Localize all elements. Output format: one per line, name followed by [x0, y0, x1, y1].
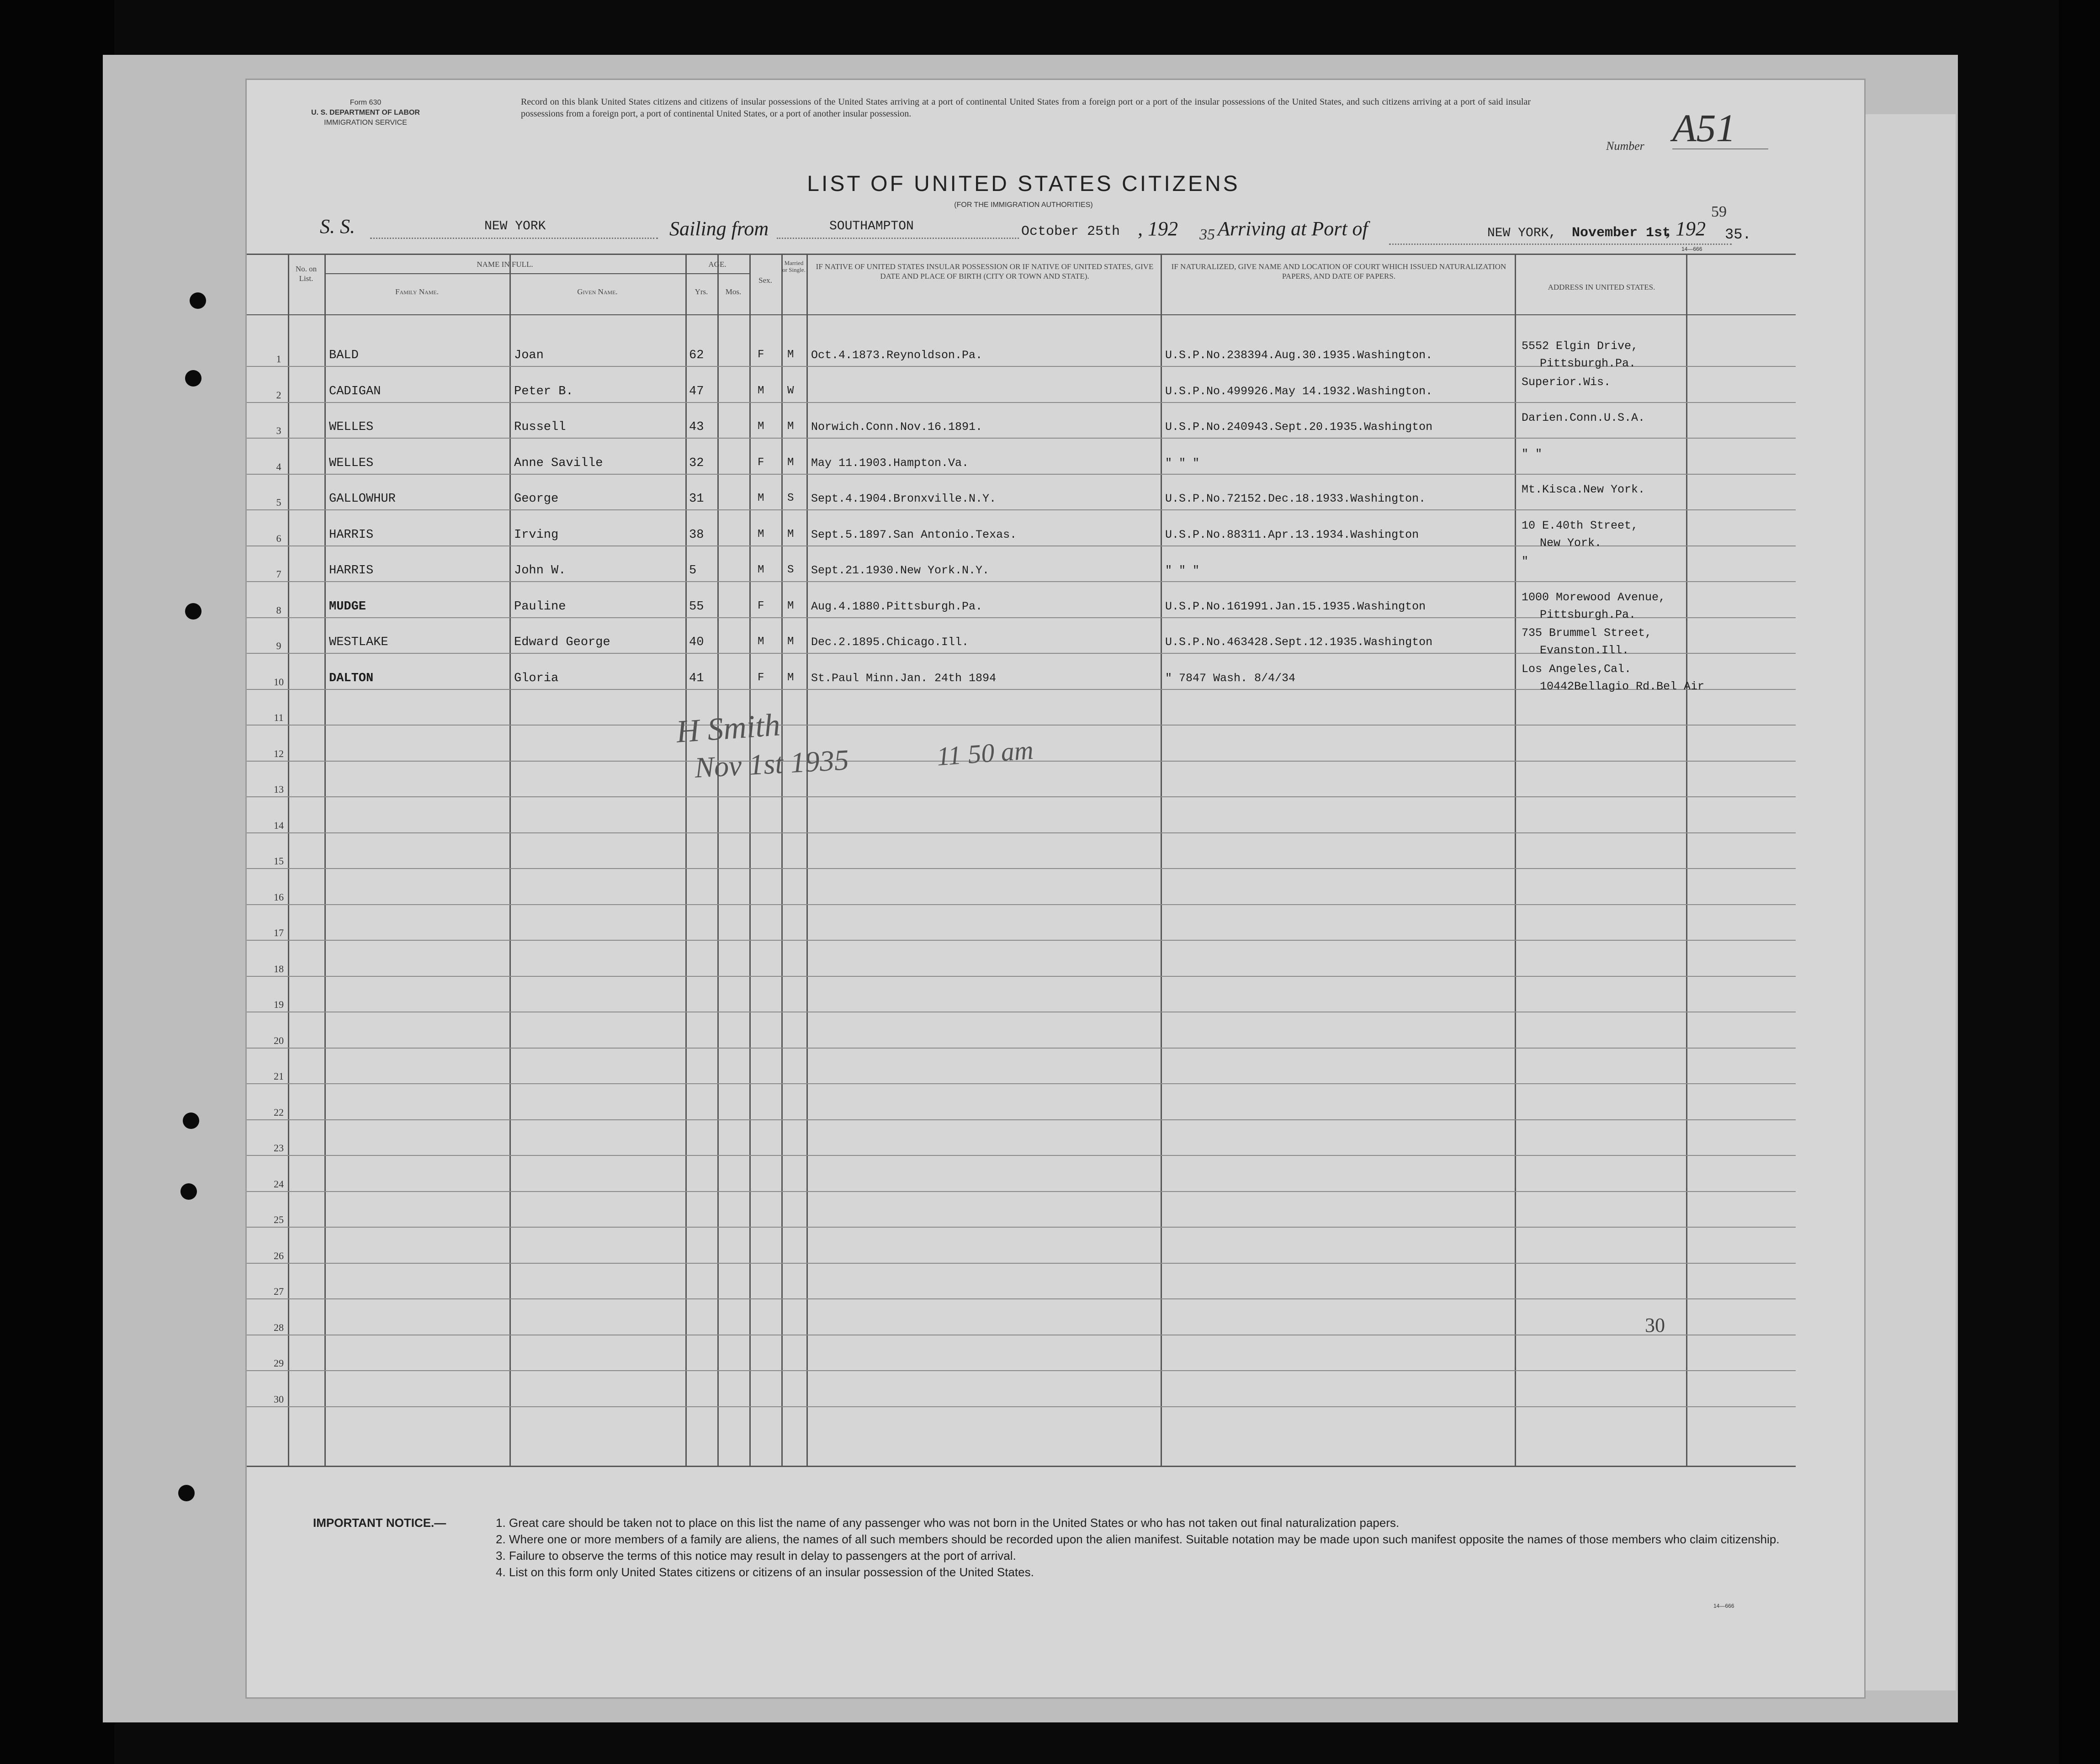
notice-label: IMPORTANT NOTICE.—	[313, 1516, 446, 1530]
footer-code: 14—666	[1713, 1603, 1734, 1609]
age-years: 55	[689, 599, 704, 614]
header-birth: IF NATIVE OF UNITED STATES INSULAR POSSESSION OR IF NATIVE OF UNITED STATES, GIVE DATE AND PLACE OF BIRTH (CITY OR TOWN AND STATE).	[816, 262, 1154, 281]
number-label: Number	[1606, 139, 1644, 153]
age-years: 38	[689, 528, 704, 542]
passenger-table	[247, 254, 1796, 1467]
age-years: 40	[689, 636, 704, 649]
instructions: Record on this blank United States citizens and citizens of insular possessions of the United States arriving at a port of continental United States from a foreign port or a port of the insular possessions of the United States, and such citizens arriving at a port of said insular possessions from a foreign port, a port of continental United States, or a port of another insular possession.	[521, 97, 1531, 119]
row-number: 24	[274, 1178, 284, 1190]
year-1: 35	[1199, 226, 1215, 243]
stamp-date: Nov 1st 1935	[694, 743, 850, 784]
birth-place-date: St.Paul Minn.Jan. 24th 1894	[811, 671, 997, 685]
sex: M	[758, 528, 764, 540]
given-name: Gloria	[514, 671, 559, 685]
scan-border-right	[2059, 0, 2100, 1764]
sex: F	[758, 671, 764, 684]
sex: F	[758, 599, 764, 612]
naturalization: " 7847 Wash. 8/4/34	[1165, 671, 1296, 685]
row-number: 29	[274, 1357, 284, 1369]
birth-place-date: May 11.1903.Hampton.Va.	[811, 456, 969, 470]
birth-place-date: Sept.4.1904.Bronxville.N.Y.	[811, 492, 997, 505]
punch-hole	[185, 603, 202, 620]
row-rule	[247, 796, 1796, 797]
department: U. S. DEPARTMENT OF LABOR	[311, 109, 420, 117]
header-naturalized: IF NATURALIZED, GIVE NAME AND LOCATION OF COURT WHICH ISSUED NATURALIZATION PAPERS, AND DATE OF PAPERS.	[1171, 262, 1506, 281]
marital-status: W	[787, 384, 794, 397]
number-value: A51	[1672, 107, 1768, 149]
col-divider	[324, 255, 326, 1466]
row-rule	[247, 868, 1796, 869]
sheet-tally: 30	[1645, 1314, 1665, 1336]
row-number: 7	[276, 568, 281, 580]
given-name: Joan	[514, 349, 544, 362]
row-number: 10	[274, 676, 284, 688]
family-name: CADIGAN	[329, 384, 381, 398]
header-no: No. on List.	[295, 265, 317, 283]
sex: M	[758, 636, 764, 648]
address-line-1: "	[1522, 555, 1529, 568]
header-family-name: Family Name.	[395, 287, 439, 296]
header-given-name: Given Name.	[577, 287, 618, 296]
given-name: John W.	[514, 564, 566, 577]
sex: M	[758, 492, 764, 504]
col-divider	[1515, 255, 1516, 1466]
address-line-2: New York.	[1540, 536, 1602, 550]
row-number: 8	[276, 604, 281, 616]
row-rule	[247, 509, 1796, 510]
naturalization: " " "	[1165, 456, 1200, 470]
marital-status: M	[787, 456, 794, 469]
corner-print: 14—666	[1681, 246, 1702, 252]
col-divider	[717, 255, 719, 1466]
row-rule	[247, 1298, 1796, 1299]
col-divider	[1686, 255, 1687, 1466]
col-divider	[749, 255, 751, 1466]
row-number: 30	[274, 1393, 284, 1405]
row-rule	[247, 474, 1796, 475]
marital-status: M	[787, 528, 794, 540]
row-number: 2	[276, 389, 281, 401]
notice-item: 3. Failure to observe the terms of this notice may result in delay to passengers at the port of arrival.	[496, 1549, 1016, 1563]
scan-border-left	[0, 0, 114, 1764]
row-number: 12	[274, 747, 284, 759]
family-name: HARRIS	[329, 528, 374, 542]
punch-hole	[183, 1112, 199, 1129]
given-name: Peter B.	[514, 384, 573, 398]
marital-status: M	[787, 349, 794, 361]
row-number: 22	[274, 1106, 284, 1118]
col-divider	[509, 255, 511, 1466]
punch-hole	[180, 1183, 197, 1200]
birth-place-date: Oct.4.1873.Reynoldson.Pa.	[811, 349, 983, 362]
row-rule	[247, 402, 1796, 403]
row-number: 1	[276, 353, 281, 365]
row-rule	[247, 581, 1796, 582]
row-number: 11	[274, 712, 284, 723]
row-number: 21	[274, 1070, 284, 1082]
row-number: 27	[274, 1286, 284, 1297]
stamp-signature: H Smith	[675, 707, 781, 750]
family-name: WELLES	[329, 456, 374, 470]
header-mos: Mos.	[725, 287, 742, 296]
given-name: Irving	[514, 528, 559, 542]
year-2: 35.	[1725, 226, 1751, 243]
header-married: Married or Single.	[782, 260, 806, 273]
address-line-1: 10 E.40th Street,	[1522, 519, 1639, 532]
port-from-field	[777, 238, 1019, 239]
row-rule	[247, 438, 1796, 439]
naturalization: U.S.P.No.240943.Sept.20.1935.Washington	[1165, 420, 1433, 434]
arrive-overwrite: 59	[1711, 203, 1727, 220]
row-rule	[247, 1119, 1796, 1120]
ship-name: NEW YORK	[484, 219, 546, 233]
address-line-2: 10442Bellagio Rd.Bel Air	[1540, 679, 1705, 693]
row-number: 17	[274, 927, 284, 938]
row-rule	[247, 1048, 1796, 1049]
row-number: 13	[274, 784, 284, 795]
birth-place-date: Aug.4.1880.Pittsburgh.Pa.	[811, 599, 983, 613]
family-name: WESTLAKE	[329, 636, 388, 649]
given-name: Anne Saville	[514, 456, 603, 470]
row-rule	[247, 1370, 1796, 1371]
punch-hole	[178, 1485, 195, 1501]
year-prefix-2: , 192	[1665, 217, 1706, 240]
row-number: 5	[276, 497, 281, 508]
year-prefix-1: , 192	[1138, 217, 1178, 240]
sex: M	[758, 420, 764, 433]
col-divider	[806, 255, 808, 1466]
marital-status: S	[787, 564, 794, 576]
depart-date: October 25th	[1021, 224, 1120, 239]
row-number: 6	[276, 532, 281, 544]
given-name: Russell	[514, 420, 566, 434]
marital-status: M	[787, 420, 794, 433]
age-years: 5	[689, 564, 697, 577]
page-title: LIST OF UNITED STATES CITIZENS	[807, 172, 1240, 196]
port-to-field	[1389, 244, 1732, 245]
form-number: Form 630	[350, 99, 382, 106]
family-name: WELLES	[329, 420, 374, 434]
row-rule	[247, 1191, 1796, 1192]
age-years: 62	[689, 349, 704, 362]
sex: M	[758, 384, 764, 397]
row-number: 4	[276, 461, 281, 472]
ss-label: S. S.	[320, 215, 355, 238]
row-number: 15	[274, 855, 284, 867]
service: IMMIGRATION SERVICE	[324, 119, 407, 127]
age-years: 43	[689, 420, 704, 434]
port-to: NEW YORK,	[1487, 226, 1557, 240]
header-yrs: Yrs.	[695, 287, 708, 296]
birth-place-date: Sept.21.1930.New York.N.Y.	[811, 564, 990, 577]
family-name: MUDGE	[329, 599, 366, 614]
row-number: 23	[274, 1142, 284, 1154]
header-name-in-full: NAME IN FULL.	[477, 260, 533, 269]
row-rule	[247, 904, 1796, 905]
marital-status: S	[787, 492, 794, 504]
row-rule	[247, 1263, 1796, 1264]
stamp-time: 11 50 am	[935, 735, 1034, 772]
form-sheet	[247, 80, 1864, 1697]
row-rule	[247, 1083, 1796, 1084]
row-rule	[247, 1406, 1796, 1407]
naturalization: U.S.P.No.72152.Dec.18.1933.Washington.	[1165, 492, 1426, 505]
row-number: 9	[276, 640, 281, 652]
notice-item: 4. List on this form only United States citizens or citizens of an insular possession of the United States.	[496, 1565, 1034, 1579]
address-line-1: Darien.Conn.U.S.A.	[1522, 411, 1645, 424]
address-line-2: Pittsburgh.Pa.	[1540, 608, 1636, 621]
notice-list	[496, 1515, 1803, 1580]
col-divider	[781, 255, 783, 1466]
family-name: HARRIS	[329, 564, 374, 577]
header-rule	[247, 314, 1796, 315]
family-name: GALLOWHUR	[329, 492, 396, 506]
row-number: 20	[274, 1034, 284, 1046]
row-rule	[247, 725, 1796, 726]
punch-hole	[190, 292, 206, 309]
address-line-1: 5552 Elgin Drive,	[1522, 339, 1639, 353]
row-rule	[247, 1155, 1796, 1156]
naturalization: U.S.P.No.161991.Jan.15.1935.Washington	[1165, 599, 1426, 613]
notice-item: 2. Where one or more members of a family are aliens, the names of all such members should be recorded upon the alien manifest. Suitable notation may be made upon such manifest opposite the names of those members who claim citizenship.	[496, 1532, 1780, 1546]
given-name: Pauline	[514, 599, 566, 614]
header-address: ADDRESS IN UNITED STATES.	[1548, 283, 1655, 291]
naturalization: U.S.P.No.463428.Sept.12.1935.Washington	[1165, 636, 1433, 649]
age-years: 47	[689, 384, 704, 398]
naturalization: U.S.P.No.88311.Apr.13.1934.Washington	[1165, 528, 1419, 541]
sex: M	[758, 564, 764, 576]
header-rule	[685, 273, 749, 274]
row-rule	[247, 940, 1796, 941]
row-rule	[247, 1227, 1796, 1228]
address-line-1: Superior.Wis.	[1522, 375, 1611, 389]
row-number: 19	[274, 999, 284, 1010]
header-rule	[324, 273, 685, 274]
sex: F	[758, 456, 764, 469]
punch-hole	[185, 370, 202, 387]
row-rule	[247, 976, 1796, 977]
address-line-1: " "	[1522, 447, 1543, 461]
given-name: Edward George	[514, 636, 610, 649]
page-subtitle: (FOR THE IMMIGRATION AUTHORITIES)	[954, 201, 1093, 209]
arrive-date: November 1st	[1572, 225, 1671, 241]
notice-item: 1. Great care should be taken not to place on this list the name of any passenger who was not born in the United States or who has not taken out final naturalization papers.	[496, 1516, 1400, 1530]
ship-field	[370, 238, 658, 239]
row-number: 14	[274, 819, 284, 831]
sex: F	[758, 349, 764, 361]
birth-place-date: Norwich.Conn.Nov.16.1891.	[811, 420, 983, 434]
address-line-1: Mt.Kisca.New York.	[1522, 483, 1645, 496]
header-age: AGE.	[708, 260, 727, 269]
birth-place-date: Sept.5.1897.San Antonio.Texas.	[811, 528, 1017, 541]
address-line-2: Pittsburgh.Pa.	[1540, 357, 1636, 370]
address-line-1: 735 Brummel Street,	[1522, 626, 1652, 640]
row-number: 26	[274, 1250, 284, 1261]
address-line-1: Los Angeles,Cal.	[1522, 662, 1632, 676]
col-divider	[1161, 255, 1162, 1466]
header-sex: Sex.	[758, 276, 772, 285]
row-rule	[247, 832, 1796, 833]
family-name: BALD	[329, 349, 359, 362]
age-years: 31	[689, 492, 704, 506]
row-number: 3	[276, 425, 281, 436]
marital-status: M	[787, 636, 794, 648]
row-number: 16	[274, 891, 284, 903]
age-years: 41	[689, 671, 704, 685]
port-from: SOUTHAMPTON	[829, 219, 914, 233]
row-number: 28	[274, 1321, 284, 1333]
row-number: 25	[274, 1214, 284, 1225]
age-years: 32	[689, 456, 704, 470]
family-name: DALTON	[329, 671, 374, 685]
address-line-1: 1000 Morewood Avenue,	[1522, 590, 1666, 604]
naturalization: U.S.P.No.499926.May 14.1932.Washington.	[1165, 384, 1433, 398]
given-name: George	[514, 492, 559, 506]
row-number: 18	[274, 963, 284, 975]
arriving-label: Arriving at Port of	[1218, 217, 1368, 240]
naturalization: " " "	[1165, 564, 1200, 577]
sailing-label: Sailing from	[669, 217, 769, 240]
marital-status: M	[787, 671, 794, 684]
birth-place-date: Dec.2.1895.Chicago.Ill.	[811, 636, 969, 649]
address-line-2: Evanston.Ill.	[1540, 644, 1629, 657]
marital-status: M	[787, 599, 794, 612]
naturalization: U.S.P.No.238394.Aug.30.1935.Washington.	[1165, 349, 1433, 362]
col-divider	[685, 255, 687, 1466]
